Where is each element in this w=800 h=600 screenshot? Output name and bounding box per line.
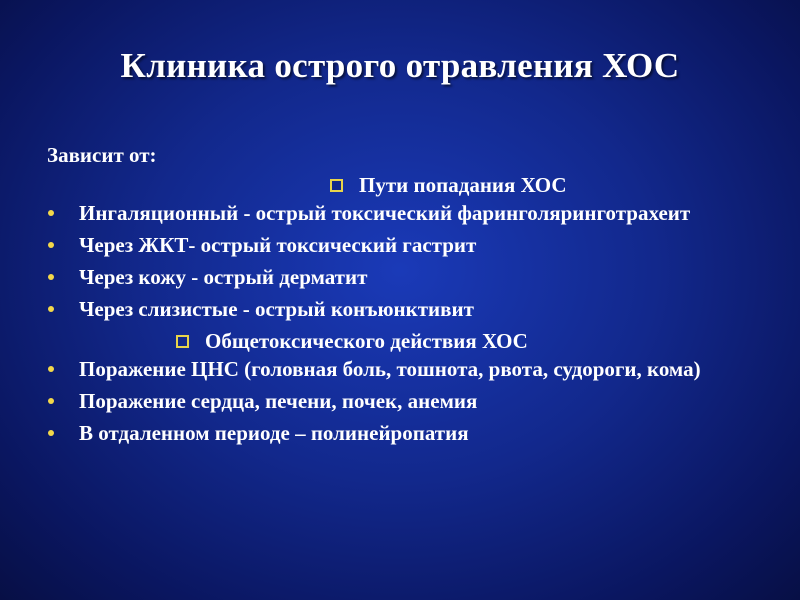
list-item-text: Поражение сердца, печени, почек, анемия bbox=[79, 389, 478, 413]
bullet-icon bbox=[48, 210, 54, 216]
bullet-icon bbox=[48, 366, 54, 372]
slide-content bbox=[47, 143, 767, 453]
bullet-icon bbox=[48, 242, 54, 248]
section-heading-text: Общетоксического действия ХОС bbox=[205, 329, 528, 353]
bullet-icon bbox=[48, 430, 54, 436]
list-item bbox=[47, 265, 767, 289]
bullet-icon bbox=[48, 274, 54, 280]
list-item-text: Ингаляционный - острый токсический фаринголяринготрахеит bbox=[79, 201, 691, 225]
list-item bbox=[47, 233, 767, 257]
list-item-text: Через ЖКТ- острый токсический гастрит bbox=[79, 233, 477, 257]
section-heading-entry-routes bbox=[330, 173, 750, 201]
section-heading-systemic-action bbox=[176, 329, 716, 357]
list-item-text: Через слизистые - острый конъюнктивит bbox=[79, 297, 474, 321]
checkbox-icon bbox=[176, 335, 189, 348]
bullet-icon bbox=[48, 398, 54, 404]
list-item-text: В отдаленном периоде – полинейропатия bbox=[79, 421, 469, 445]
list-item bbox=[47, 297, 767, 321]
list-item bbox=[47, 421, 767, 445]
list-item-text: Через кожу - острый дерматит bbox=[79, 265, 368, 289]
slide-title: Клиника острого отравления ХОС bbox=[120, 46, 680, 85]
bullet-icon bbox=[48, 306, 54, 312]
section-heading-text: Пути попадания ХОС bbox=[359, 173, 567, 197]
list-item bbox=[47, 201, 767, 225]
list-item-text: Поражение ЦНС (головная боль, тошнота, рвота, судороги, кома) bbox=[79, 357, 701, 381]
checkbox-icon bbox=[330, 179, 343, 192]
list-item bbox=[47, 389, 767, 413]
list-item bbox=[47, 357, 767, 381]
intro-text: Зависит от: bbox=[47, 143, 157, 167]
